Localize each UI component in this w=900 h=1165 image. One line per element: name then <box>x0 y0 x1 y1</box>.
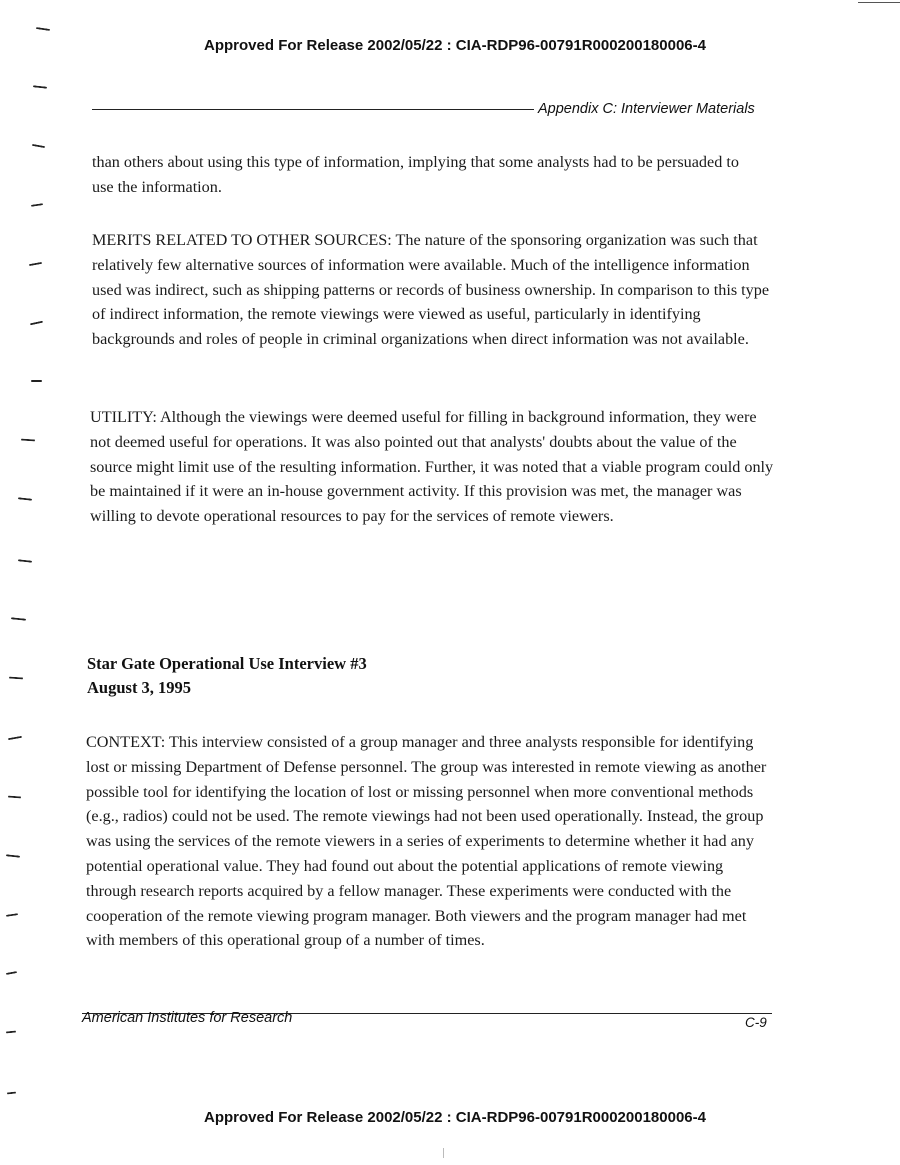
binding-mark <box>6 854 20 857</box>
binding-mark <box>6 971 17 975</box>
binding-mark <box>29 262 42 266</box>
binding-mark <box>36 27 50 31</box>
paragraph-utility: UTILITY: Although the viewings were deemed useful for filling in background information, they were not deemed useful for operations. It was also pointed out that analysts' doubts about the value of the source might limit use of the resulting information. Further, it was noted that a viable program could only be maintained if it were an in-house government activity. If this provision was met, the manager was willing to devote operational resources to pay for the services of remote viewers. <box>90 408 774 526</box>
binding-mark <box>18 497 32 500</box>
paragraph-continuation: than others about using this type of information, implying that some analysts had to be persuaded to use the information. <box>92 153 739 196</box>
paragraph-context: CONTEXT: This interview consisted of a group manager and three analysts responsible for identifying lost or missing Department of Defense personnel. The group was interested in remote viewing as another possible tool for identifying the location of lost or missing personnel when more conventional methods (e.g., radios) could not be used. The remote viewings had not been used operationally. Instead, the group was using the services of the remote viewers in a series of experiments to determine whether it had any potential operational value. They had found out about the potential applications of remote viewing through research reports acquired by a fellow manager. These experiments were conducted with the cooperation of the remote viewing program manager. Both viewers and the program manager had met with members of this operational group of a number of times. <box>86 733 767 950</box>
page-number: C-9 <box>745 1015 767 1030</box>
scan-artifact <box>443 1148 444 1158</box>
binding-mark <box>6 913 18 917</box>
binding-mark <box>21 439 35 442</box>
binding-mark <box>7 1092 16 1095</box>
binding-mark <box>9 677 23 680</box>
paragraph-merits: MERITS RELATED TO OTHER SOURCES: The nature of the sponsoring organization was such that relatively few alternative sources of information were available. Much of the intelligence information used was indirect, such as shipping patterns or records of business ownership. In comparison to this type of indirect information, the remote viewings were viewed as useful, particularly in identifying backgrounds and roles of people in criminal organizations when direct information was not available. <box>92 231 770 349</box>
interview-title: Star Gate Operational Use Interview #3 <box>87 654 367 673</box>
binding-mark <box>31 203 43 207</box>
binding-marks <box>0 0 60 1165</box>
binding-mark <box>18 559 32 562</box>
binding-mark <box>32 144 45 148</box>
header-rule <box>92 109 534 110</box>
section-header: Appendix C: Interviewer Materials <box>538 101 755 117</box>
binding-mark <box>6 1030 16 1033</box>
binding-mark <box>8 736 22 740</box>
release-banner-top: Approved For Release 2002/05/22 : CIA-RDP96-00791R000200180006-4 <box>204 37 706 54</box>
binding-mark <box>31 380 42 382</box>
footer-organization: American Institutes for Research <box>82 1010 293 1026</box>
interview-heading <box>87 652 367 700</box>
scan-edge-line <box>858 2 900 3</box>
interview-date: August 3, 1995 <box>87 678 192 697</box>
binding-mark <box>8 796 21 799</box>
binding-mark <box>33 85 47 88</box>
release-banner-bottom: Approved For Release 2002/05/22 : CIA-RDP96-00791R000200180006-4 <box>204 1109 706 1126</box>
binding-mark <box>11 617 26 621</box>
binding-mark <box>30 321 43 326</box>
